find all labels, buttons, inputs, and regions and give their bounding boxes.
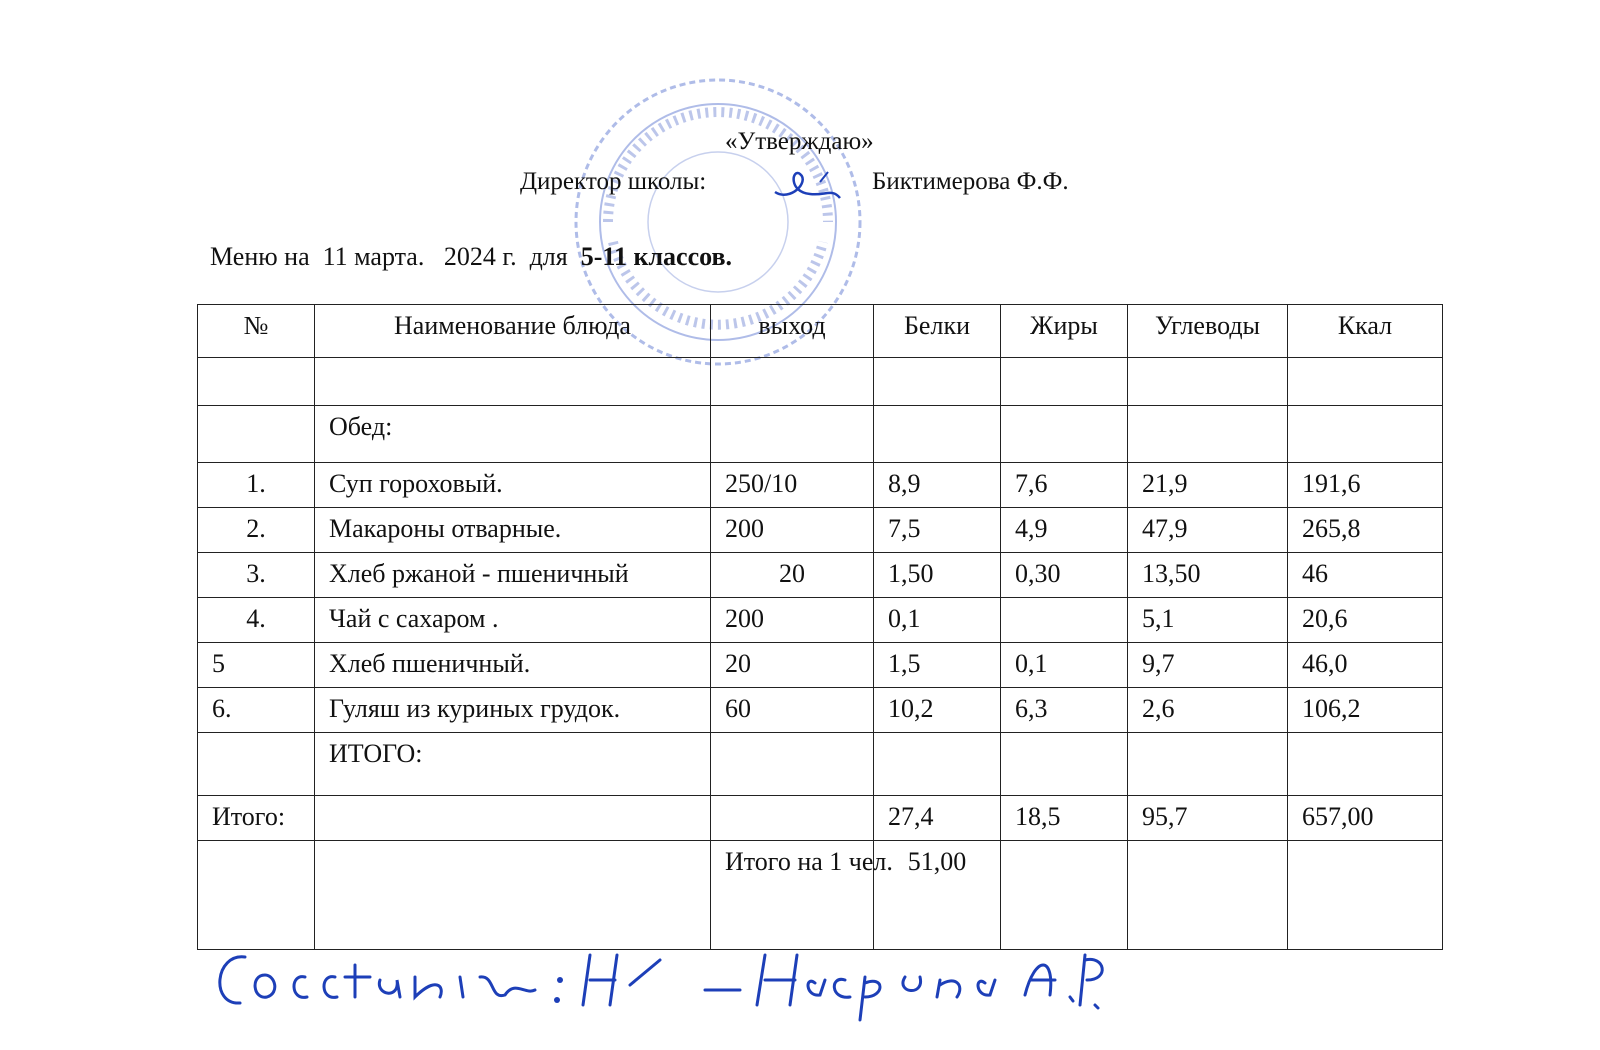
row-output: 250/10 [711,463,874,508]
row-name: Суп гороховый. [315,463,711,508]
row-kcal: 106,2 [1288,688,1443,733]
row-name: Макароны отварные. [315,508,711,553]
table-row [198,508,1443,553]
per-person-label: Итого на 1 чел. [711,841,874,950]
per-person-row [198,841,1443,950]
row-carbs: 47,9 [1128,508,1288,553]
row-fat: 0,1 [1001,643,1128,688]
approval-heading: «Утверждаю» [725,128,874,155]
itogo-kcal: 657,00 [1288,796,1443,841]
itogo-caps-label: ИТОГО: [315,733,711,796]
row-protein: 0,1 [874,598,1001,643]
row-protein: 1,5 [874,643,1001,688]
section-label: Обед: [315,406,711,463]
col-header-fat: Жиры [1001,305,1128,358]
row-carbs: 5,1 [1128,598,1288,643]
row-kcal: 191,6 [1288,463,1443,508]
col-header-name: Наименование блюда [315,305,711,358]
row-carbs: 13,50 [1128,553,1288,598]
table-row [198,463,1443,508]
itogo-fat: 18,5 [1001,796,1128,841]
table-row [198,553,1443,598]
row-kcal: 265,8 [1288,508,1443,553]
menu-title [210,242,732,272]
row-num: 5 [198,643,315,688]
table-header-row [198,305,1443,358]
row-num: 4. [198,598,315,643]
row-num: 1. [198,463,315,508]
itogo-label: Итого: [198,796,315,841]
itogo-protein: 27,4 [874,796,1001,841]
row-num: 3. [198,553,315,598]
itogo-caps-row [198,733,1443,796]
director-name: Биктимерова Ф.Ф. [872,168,1069,195]
section-row [198,406,1443,463]
director-signature [770,162,850,210]
col-header-protein: Белки [874,305,1001,358]
row-fat: 0,30 [1001,553,1128,598]
row-protein: 10,2 [874,688,1001,733]
row-num: 6. [198,688,315,733]
row-name: Хлеб пшеничный. [315,643,711,688]
row-fat: 4,9 [1001,508,1128,553]
row-kcal: 20,6 [1288,598,1443,643]
row-name: Чай с сахаром . [315,598,711,643]
col-header-carbs: Углеводы [1128,305,1288,358]
table-row [198,598,1443,643]
row-output: 200 [711,508,874,553]
col-header-num: № [198,305,315,358]
row-fat [1001,598,1128,643]
row-output: 200 [711,598,874,643]
itogo-carbs: 95,7 [1128,796,1288,841]
per-person-value: 51,00 [874,841,1001,950]
row-name: Гуляш из куриных грудок. [315,688,711,733]
row-kcal: 46 [1288,553,1443,598]
table-row [198,688,1443,733]
row-carbs: 9,7 [1128,643,1288,688]
row-fat: 6,3 [1001,688,1128,733]
row-protein: 7,5 [874,508,1001,553]
empty-row [198,358,1443,406]
row-output: 20 [711,643,874,688]
row-carbs: 21,9 [1128,463,1288,508]
row-output: 60 [711,688,874,733]
row-name: Хлеб ржаной - пшеничный [315,553,711,598]
director-label: Директор школы: [520,168,707,195]
itogo-row [198,796,1443,841]
menu-title-classes: 5-11 классов. [580,242,732,271]
table-row [198,643,1443,688]
row-output: 20 [711,553,874,598]
row-carbs: 2,6 [1128,688,1288,733]
menu-title-date: Меню на 11 марта. 2024 г. для [210,242,568,271]
compiler-signature [205,935,1125,1030]
row-num: 2. [198,508,315,553]
menu-table [197,304,1443,950]
row-protein: 8,9 [874,463,1001,508]
row-kcal: 46,0 [1288,643,1443,688]
row-fat: 7,6 [1001,463,1128,508]
row-protein: 1,50 [874,553,1001,598]
col-header-output: выход [711,305,874,358]
col-header-kcal: Ккал [1288,305,1443,358]
